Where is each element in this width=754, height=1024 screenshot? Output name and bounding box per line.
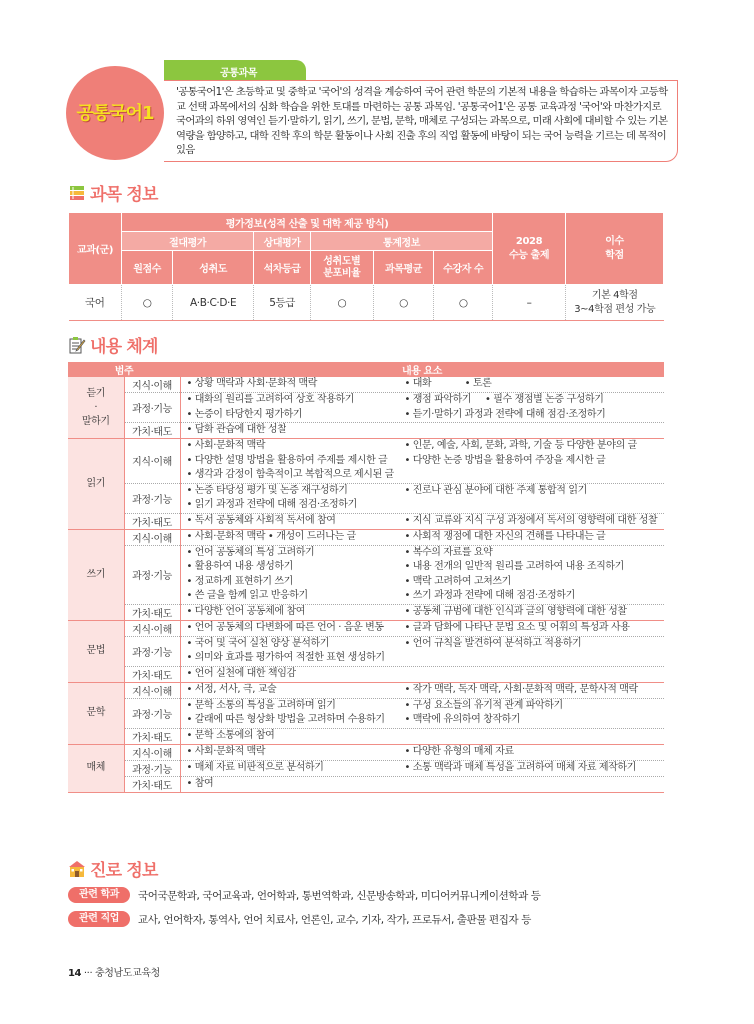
cell-csat: – — [493, 285, 566, 321]
header-credits: 이수 학점 — [565, 213, 663, 285]
category-name: 가치·태도 — [124, 513, 180, 529]
table-row — [68, 483, 664, 513]
content-line — [187, 393, 665, 408]
content-line — [187, 713, 665, 728]
related-jobs-row — [68, 910, 531, 928]
school-building-icon — [68, 860, 86, 878]
content-elements — [180, 636, 664, 666]
content-item-left: • 논증 타당성 평가 및 논증 재구성하기 — [186, 484, 348, 496]
header-relative: 상대평가 — [254, 232, 311, 251]
area-name: 읽기 — [68, 439, 124, 530]
table-row — [68, 760, 664, 776]
content-item-right: • 언어 규칙을 발견하여 분석하고 적용하기 — [404, 637, 582, 649]
content-elements — [180, 529, 664, 545]
category-name: 과정·기능 — [124, 636, 180, 666]
content-item-right: • 공동체 규범에 대한 인식과 글의 영향력에 대한 성찰 — [404, 605, 627, 617]
category-name: 과정·기능 — [124, 483, 180, 513]
content-line — [187, 745, 665, 760]
header-mean: 과목평균 — [373, 251, 434, 285]
content-system-table — [68, 362, 664, 793]
category-name: 가치·태도 — [124, 423, 180, 439]
table-row — [68, 529, 664, 545]
content-item-left: • 다양한 언어 공동체에 참여 — [186, 605, 305, 617]
content-line — [187, 683, 665, 698]
category-name: 가치·태도 — [124, 666, 180, 682]
content-item-left: • 언어 공동체의 다변화에 따른 언어 · 음운 변동 — [186, 621, 384, 633]
subject-title: 공통국어1 — [76, 103, 154, 124]
table-row — [68, 393, 664, 423]
table-row — [68, 377, 664, 393]
section-title: 과목 정보 — [90, 185, 158, 205]
content-item-left: • 사회·문화적 맥락 — [186, 440, 266, 451]
content-item-left: • 활용하여 내용 생성하기 — [186, 561, 293, 572]
content-elements — [180, 423, 664, 439]
content-elements — [180, 393, 664, 423]
section-title: 내용 체계 — [90, 337, 158, 357]
cell-rank: 5등급 — [254, 285, 311, 321]
table-row — [68, 666, 664, 682]
content-line — [187, 423, 665, 438]
table-row — [68, 423, 664, 439]
content-item-left: • 문학 소통의 특성을 고려하며 읽기 — [186, 699, 336, 711]
header-achievement: 성취도 — [173, 251, 254, 285]
content-item-left: • 참여 — [186, 777, 214, 789]
content-item-right: • 사회적 쟁점에 대한 자신의 견해를 나타내는 글 — [404, 530, 606, 542]
related-departments-label: 관련 학과 — [68, 887, 130, 903]
book-stack-icon — [68, 184, 86, 202]
content-elements — [180, 604, 664, 620]
table-row — [68, 545, 664, 604]
content-line — [187, 468, 665, 483]
content-line — [187, 530, 665, 545]
content-item-left: • 쓴 글을 함께 읽고 반응하기 — [186, 590, 308, 601]
related-departments-row — [68, 886, 541, 904]
content-item-left: • 사회·문화적 맥락 — [186, 745, 266, 757]
content-item-right: • 쓰기 과정과 전략에 대해 점검·조정하기 — [404, 590, 575, 601]
table-row — [68, 728, 664, 744]
category-name: 지식·이해 — [124, 620, 180, 636]
content-item-left: • 생각과 감정이 함축적이고 복합적으로 제시된 글 — [186, 469, 394, 480]
content-elements — [180, 620, 664, 636]
content-line — [187, 605, 665, 620]
category-name: 가치·태도 — [124, 604, 180, 620]
content-line — [187, 621, 665, 636]
section-title: 진로 정보 — [90, 861, 158, 881]
content-line — [187, 637, 665, 652]
content-item-left: • 논증이 타당한지 평가하기 — [186, 408, 303, 420]
content-line — [187, 560, 665, 575]
area-name: 듣기 · 말하기 — [68, 377, 124, 439]
content-item-right: • 다양한 유형의 매체 자료 — [404, 745, 514, 757]
content-item-right: • 맥락에 유의하여 창작하기 — [404, 714, 521, 725]
content-elements — [180, 760, 664, 776]
content-item-left: • 서정, 서사, 극, 교술 — [186, 683, 277, 695]
content-line — [187, 761, 665, 776]
table-row — [69, 285, 664, 321]
content-item-left: • 언어 실천에 대한 책임감 — [186, 667, 296, 679]
table-row — [68, 776, 664, 792]
content-item-left: • 언어 공동체의 특성 고려하기 — [186, 546, 315, 558]
cell-mean: ○ — [373, 285, 434, 321]
category-name: 과정·기능 — [124, 393, 180, 423]
cell-achieve: A·B·C·D·E — [173, 285, 254, 321]
page-footer — [68, 964, 160, 979]
category-name: 지식·이해 — [124, 529, 180, 545]
content-line — [187, 575, 665, 590]
content-item-right: • 인문, 예술, 사회, 문화, 과학, 기술 등 다양한 분야의 글 — [404, 440, 637, 451]
subject-type-tag — [164, 60, 306, 80]
content-item-right: • 작가 맥락, 독자 맥락, 사회·문화적 맥락, 문학사적 맥락 — [404, 683, 638, 695]
content-item-left: • 사회·문화적 맥락 • 개성이 드러나는 글 — [186, 530, 356, 542]
content-item-right: • 대화 • 토론 — [404, 378, 492, 390]
header-raw-score: 원점수 — [122, 251, 173, 285]
cell-raw: ○ — [122, 285, 173, 321]
content-item-left: • 담화 관습에 대한 성찰 — [186, 424, 287, 436]
content-line — [187, 377, 665, 392]
table-row — [68, 682, 664, 698]
area-name: 매체 — [68, 744, 124, 792]
content-elements — [180, 439, 664, 484]
category-name: 지식·이해 — [124, 377, 180, 393]
table-row — [68, 439, 664, 484]
related-departments-text: 국어국문학과, 국어교육과, 언어학과, 통번역학과, 신문방송학과, 미디어커뮤니케이션학과 등 — [138, 889, 541, 902]
header-stats: 통계정보 — [311, 232, 493, 251]
content-elements — [180, 728, 664, 744]
content-line — [187, 729, 665, 744]
table-row — [68, 604, 664, 620]
content-item-right: • 내용 전개의 일반적 원리를 고려하여 내용 조직하기 — [404, 561, 624, 572]
header-subject-group: 교과(군) — [69, 213, 122, 285]
table-row — [68, 744, 664, 760]
content-elements — [180, 682, 664, 698]
section-header-career-info — [68, 856, 158, 880]
content-item-right: • 지식 교류와 지식 구성 과정에서 독서의 영향력에 대한 성찰 — [404, 514, 658, 526]
content-item-left: • 매체 자료 비판적으로 분석하기 — [186, 761, 324, 773]
table-row — [68, 513, 664, 529]
content-item-left: • 읽기 과정과 전략에 대해 점검·조정하기 — [186, 499, 357, 510]
subject-description: '공통국어1'은 초등학교 및 중학교 '국어'의 성격을 계승하여 국어 관련 학문의 기본적 내용을 학습하는 과목이자 고등학교 선택 과목에서의 심화 학습을 위한 토대를 마련하는 공통 과목임. '공통국어1'은 공통 교육과정 '국어'와 마찬가지로 국어과의 하위 영역인 듣기·말하기, 읽기, 쓰기, 문법, 문학, 매체로 구성되는 과목으로, 미래 사회에 대비할 수 있는 기본 역량을 함양하고, 대학 진학 후의 학문 활동이나 사회 진출 후의 직업 활동에 바탕이 되는 국어 능력을 기르는 데 목적이 있음 — [176, 86, 668, 156]
subject-info-table — [68, 212, 664, 321]
content-elements — [180, 513, 664, 529]
related-jobs-label: 관련 직업 — [68, 911, 130, 927]
cell-subject: 국어 — [69, 285, 122, 321]
content-line — [187, 484, 665, 499]
subject-intro — [66, 60, 678, 162]
content-item-left: • 정교하게 표현하기 쓰기 — [186, 575, 293, 587]
content-item-left: • 다양한 설명 방법을 활용하여 주제를 제시한 글 — [186, 454, 388, 466]
content-line — [187, 651, 665, 666]
table-row — [68, 620, 664, 636]
header-category: 범주 — [68, 362, 180, 377]
area-name: 문학 — [68, 682, 124, 744]
content-item-left: • 상황 맥락과 사회·문화적 맥락 — [186, 378, 318, 390]
content-item-left: • 문학 소통에의 참여 — [186, 729, 275, 741]
content-item-right: • 복수의 자료를 요약 — [404, 546, 493, 558]
content-item-right: • 쟁점 파악하기 • 필수 쟁점별 논증 구성하기 — [404, 394, 604, 405]
header-csat: 2028 수능 출제 — [493, 213, 566, 285]
content-item-right: • 글과 담화에 나타난 문법 요소 및 어휘의 특성과 사용 — [404, 621, 630, 633]
cell-dist: ○ — [311, 285, 374, 321]
content-elements — [180, 666, 664, 682]
content-line — [187, 777, 665, 792]
content-item-left: • 독서 공동체와 사회적 독서에 참여 — [186, 514, 336, 526]
content-item-right: • 맥락 고려하여 고쳐쓰기 — [404, 575, 511, 587]
content-item-left: • 갈래에 따른 형상화 방법을 고려하며 수용하기 — [186, 714, 385, 725]
content-line — [187, 699, 665, 714]
category-name: 과정·기능 — [124, 760, 180, 776]
section-header-content-system — [68, 332, 158, 356]
area-name: 쓰기 — [68, 529, 124, 620]
category-name: 과정·기능 — [124, 698, 180, 728]
content-item-right: • 구성 요소들의 유기적 관계 파악하기 — [404, 699, 563, 711]
header-rank: 석차등급 — [254, 251, 311, 285]
content-line — [187, 439, 665, 454]
notepad-pencil-icon — [68, 336, 86, 354]
cell-count: ○ — [434, 285, 493, 321]
content-elements — [180, 744, 664, 760]
page-number: 14 — [68, 968, 82, 979]
section-header-subject-info — [68, 180, 158, 204]
header-absolute: 절대평가 — [122, 232, 254, 251]
content-item-right: • 소통 맥락과 매체 특성을 고려하여 매체 자료 제작하기 — [404, 761, 636, 773]
content-elements — [180, 377, 664, 393]
related-jobs-text: 교사, 언어학자, 통역사, 언어 치료사, 언론인, 교수, 기자, 작가, 프로듀서, 출판물 편집자 등 — [138, 913, 531, 926]
content-elements — [180, 545, 664, 604]
content-item-left: • 의미와 효과를 평가하여 적절한 표현 생성하기 — [186, 652, 385, 663]
content-elements — [180, 483, 664, 513]
header-elements: 내용 요소 — [180, 362, 664, 377]
content-item-right: • 다양한 논증 방법을 활용하여 주장을 제시한 글 — [404, 454, 606, 466]
header-count: 수강자 수 — [434, 251, 493, 285]
content-line — [187, 514, 665, 529]
category-name: 가치·태도 — [124, 728, 180, 744]
content-line — [187, 589, 665, 604]
category-name: 지식·이해 — [124, 439, 180, 484]
subject-type-label: 공통과목 — [220, 68, 258, 79]
table-row — [68, 636, 664, 666]
category-name: 과정·기능 — [124, 545, 180, 604]
content-line — [187, 498, 665, 513]
subject-title-circle — [66, 66, 164, 160]
content-elements — [180, 698, 664, 728]
content-item-right: • 듣기·말하기 과정과 전략에 대해 점검·조정하기 — [404, 408, 606, 420]
content-line — [187, 546, 665, 561]
area-name: 문법 — [68, 620, 124, 682]
table-row — [68, 698, 664, 728]
header-distribution: 성취도별 분포비율 — [311, 251, 374, 285]
category-name: 가치·태도 — [124, 776, 180, 792]
content-line — [187, 454, 665, 469]
header-eval-info: 평가정보(성적 산출 및 대학 제공 방식) — [122, 213, 493, 232]
footer-separator: ··· — [83, 968, 93, 979]
content-item-left: • 국어 및 국어 실천 양상 분석하기 — [186, 637, 330, 649]
category-name: 지식·이해 — [124, 682, 180, 698]
content-item-right: • 진로나 관심 분야에 대한 주제 통합적 읽기 — [404, 484, 587, 496]
category-name: 지식·이해 — [124, 744, 180, 760]
cell-credits: 기본 4학점 3~4학점 편성 가능 — [565, 285, 663, 321]
footer-organization: 충청남도교육청 — [95, 968, 160, 979]
content-line — [187, 667, 665, 682]
content-elements — [180, 776, 664, 792]
content-item-left: • 대화의 원리를 고려하여 상호 작용하기 — [186, 394, 355, 405]
subject-description-box — [164, 80, 678, 162]
content-system-body — [68, 377, 664, 792]
content-line — [187, 408, 665, 423]
